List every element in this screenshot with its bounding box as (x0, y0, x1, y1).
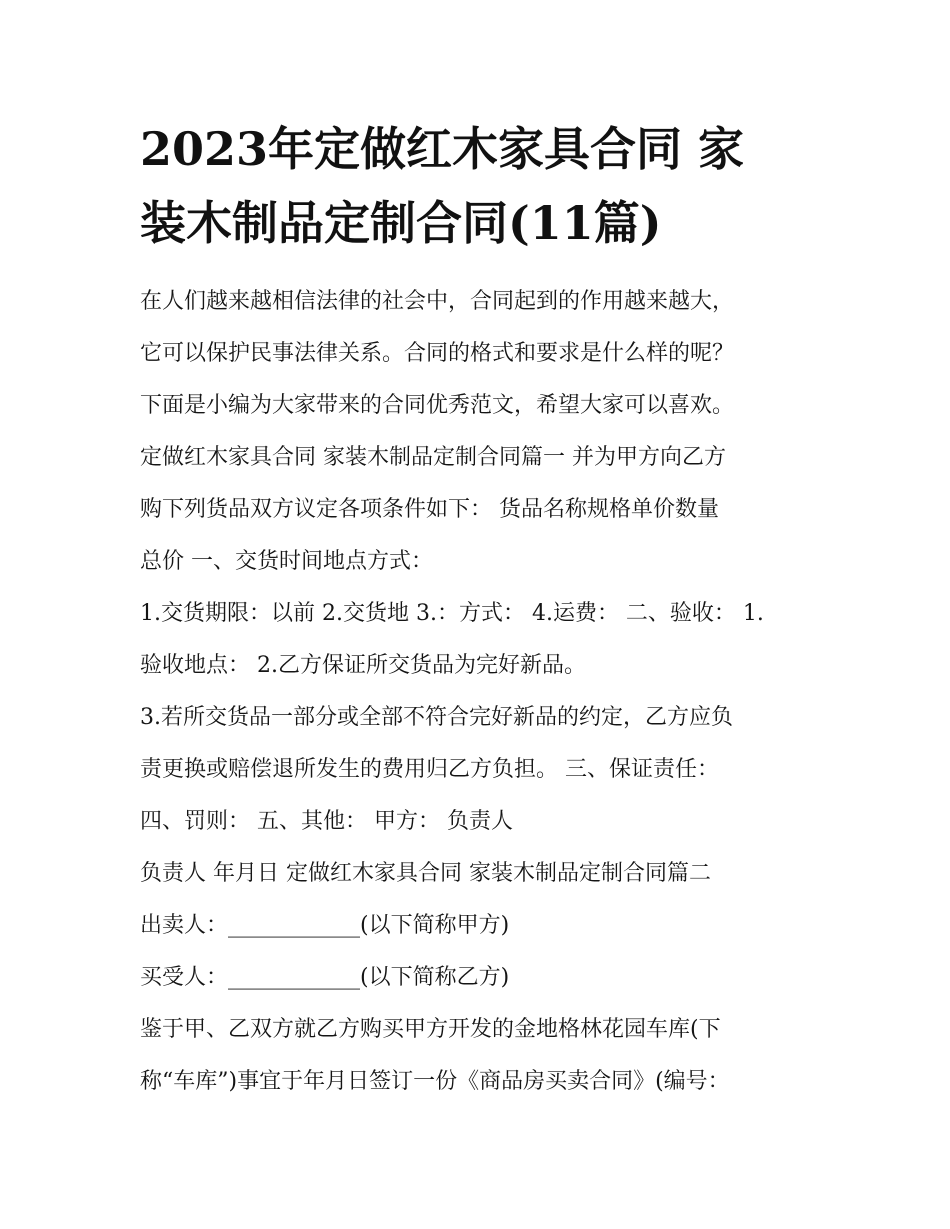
body-line: 验收地点： 2.乙方保证所交货品为完好新品。 (140, 653, 586, 678)
body-line: 购下列货品双方议定各项条件如下： 货品名称规格单价数量 (140, 497, 719, 522)
title-line: 2023年定做红木家具合同 家 (140, 122, 745, 176)
body-line: 鉴于甲、乙双方就乙方购买甲方开发的金地格林花园车库(下 (140, 1017, 721, 1042)
document-body (140, 276, 810, 1108)
body-line: 四、罚则： 五、其他： 甲方： 负责人 (140, 809, 513, 834)
body-line: 1.交货期限：以前 2.交货地 3.：方式： 4.运费： 二、验收： 1. (140, 601, 764, 626)
title-line: 装木制品定制合同(11篇) (140, 196, 662, 250)
body-line: 定做红木家具合同 家装木制品定制合同篇一 并为甲方向乙方 (140, 445, 726, 470)
body-line: 在人们越来越相信法律的社会中，合同起到的作用越来越大， (140, 289, 735, 314)
body-line: 买受人：____________(以下简称乙方) (140, 965, 510, 990)
body-line: 负责人 年月日 定做红木家具合同 家装木制品定制合同篇二 (140, 861, 711, 886)
body-line: 称“车库”)事宜于年月日签订一份《商品房买卖合同》(编号： (140, 1069, 730, 1094)
body-line: 它可以保护民事法律关系。合同的格式和要求是什么样的呢？ (140, 341, 735, 366)
body-line: 出卖人：____________(以下简称甲方) (140, 913, 510, 938)
body-line: 责更换或赔偿退所发生的费用归乙方负担。 三、保证责任： (140, 757, 719, 782)
body-line: 总价 一、交货时间地点方式： (140, 549, 433, 574)
body-line: 下面是小编为大家带来的合同优秀范文，希望大家可以喜欢。 (140, 393, 735, 418)
document-title (140, 112, 820, 260)
body-line: 3.若所交货品一部分或全部不符合完好新品的约定，乙方应负 (140, 705, 733, 730)
